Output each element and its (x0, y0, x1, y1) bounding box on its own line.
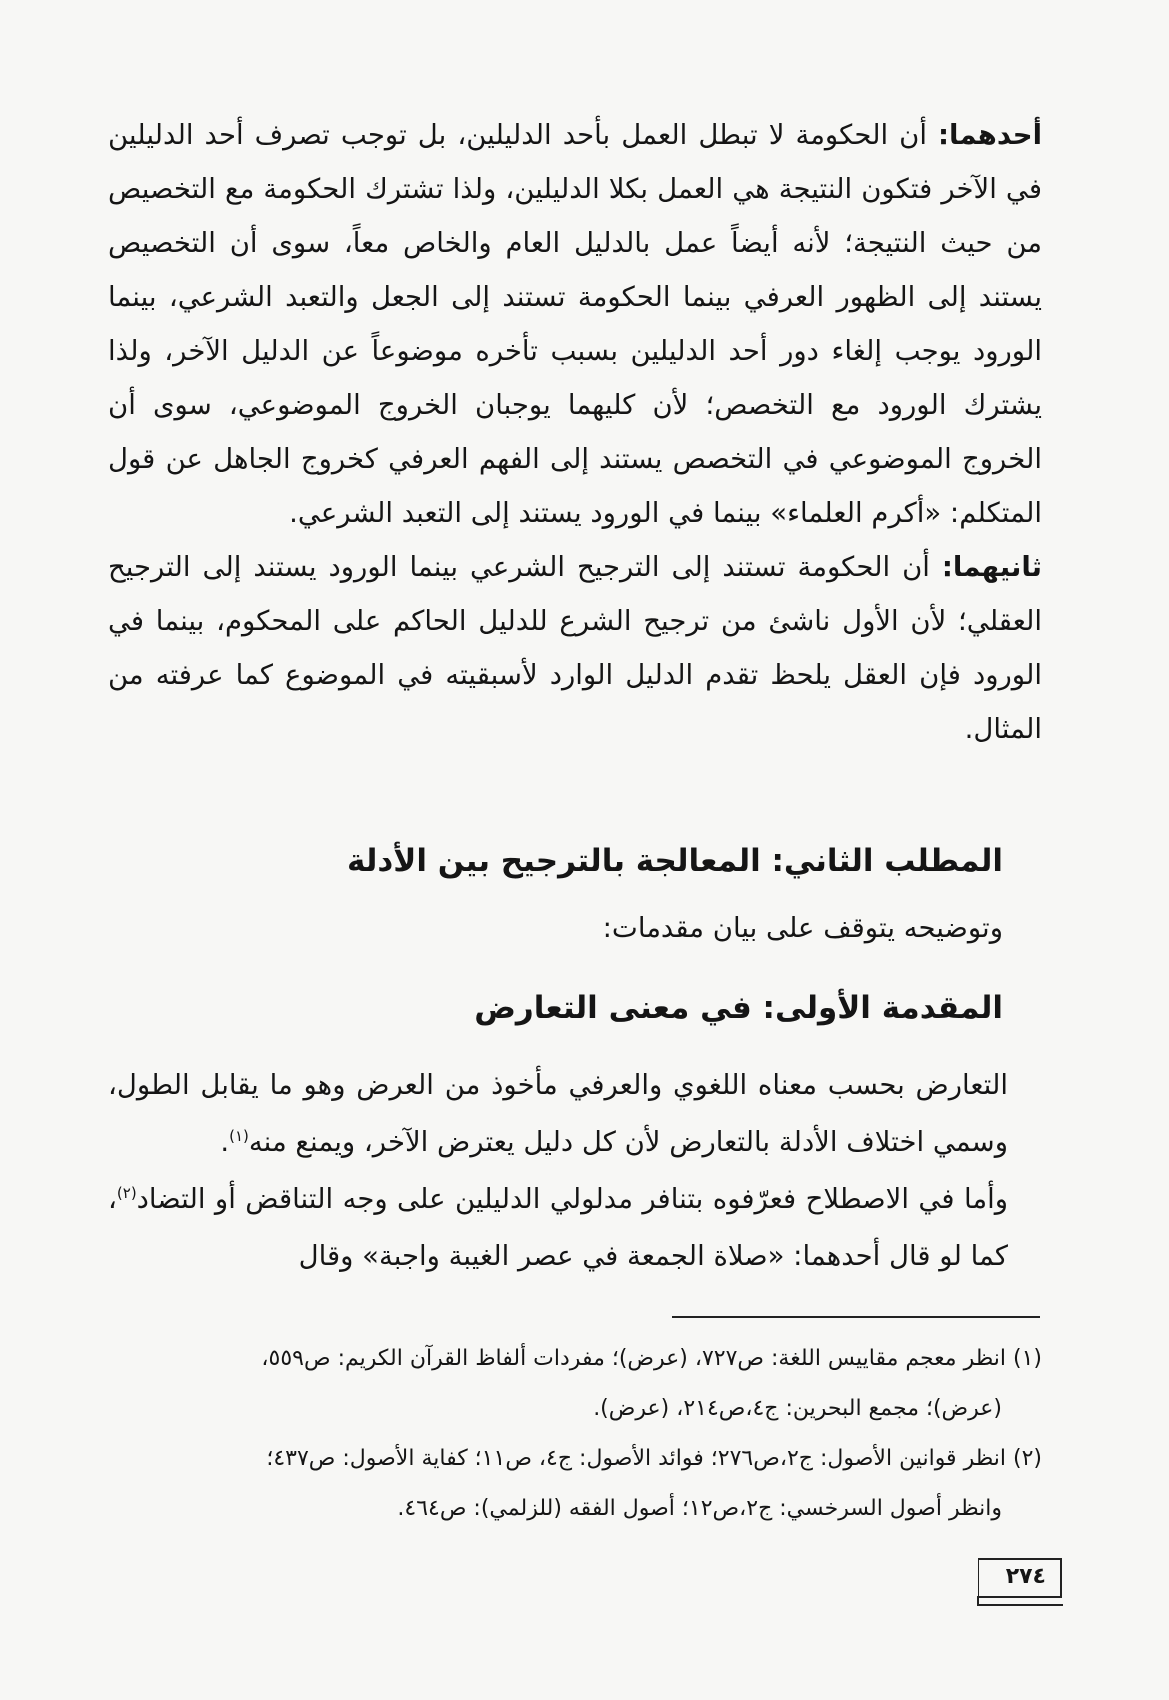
footnote-item: (٢) انظر قوانين الأصول: ج٢،ص٢٧٦؛ فوائد الأصول: ج٤، ص١١؛ كفاية الأصول: ص٤٣٧؛ (266, 1446, 1042, 1471)
footnote-continuation: وانظر أصول السرخسي: ج٢،ص١٢؛ أصول الفقه (للزلمي): ص٤٦٤. (397, 1496, 1002, 1521)
paragraph-text: التعارض بحسب معناه اللغوي والعرفي مأخوذ من العرض وهو ما يقابل الطول، وسمي اختلاف الأدلة بالتعارض لأن كل دليل يعترض الآخر، ويمنع منه (108, 1069, 1008, 1158)
footnote-marker[interactable]: (١) (229, 1126, 249, 1145)
page-number: ٢٧٤ (1005, 1564, 1046, 1589)
body-text-block-2 (108, 1057, 1008, 1285)
footnote-item: (١) انظر معجم مقاييس اللغة: ص٧٢٧، (عرض)؛ مفردات ألفاظ القرآن الكريم: ص٥٥٩، (261, 1346, 1042, 1371)
section-heading: المطلب الثاني: المعالجة بالترجيح بين الأدلة (346, 843, 1003, 879)
subsection-heading: المقدمة الأولى: في معنى التعارض (474, 990, 1003, 1026)
paragraph-third (108, 1057, 1008, 1171)
paragraph-text: أن الحكومة لا تبطل العمل بأحد الدليلين، بل توجب تصرف أحد الدليلين في الآخر فتكون النتيجة هي العمل بكلا الدليلين، ولذا تشترك الحكومة مع التخصيص من حيث النتيجة؛ لأنه أيضاً عمل بالدليل العام والخاص معاً، سوى أن التخصيص يستند إلى الظهور العرفي بينما الحكومة تستند إلى الجعل والتعبد الشرعي، بينما الورود يوجب إلغاء دور أحد الدليلين بسبب تأخره موضوعاً عن الدليل الآخر، ولذا يشترك الورود مع التخصص؛ لأن كليهما يوجبان الخروج الموضوعي، سوى أن الخروج الموضوعي في التخصص يستند إلى الفهم العرفي كخروج الجاهل عن قول المتكلم: «أكرم العلماء» بينما في الورود يستند إلى التعبد الشرعي. (108, 119, 1042, 529)
footnote-divider (672, 1316, 1040, 1318)
body-text-block (108, 108, 1042, 756)
paragraph-lead: أحدهما: (938, 119, 1042, 151)
paragraph-second (108, 540, 1042, 756)
page-number-frame (978, 1558, 1062, 1598)
footnote-marker[interactable]: (٢) (116, 1183, 137, 1202)
intro-line: وتوضيحه يتوقف على بيان مقدمات: (602, 912, 1003, 944)
paragraph-first (108, 108, 1042, 540)
footnote-continuation: (عرض)؛ مجمع البحرين: ج٤،ص٢١٤، (عرض). (593, 1396, 1002, 1421)
paragraph-fourth (108, 1171, 1008, 1285)
paragraph-text: وأما في الاصطلاح فعرّفوه بتنافر مدلولي الدليلين على وجه التناقض أو التضاد (136, 1183, 1008, 1215)
footnotes (108, 1334, 1042, 1534)
paragraph-text: أن الحكومة تستند إلى الترجيح الشرعي بينما الورود يستند إلى الترجيح العقلي؛ لأن الأول ناشئ من ترجيح الشرع للدليل الحاكم على المحكوم، بينما في الورود فإن العقل يلحظ تقدم الدليل الوارد لأسبقيته في الموضوع كما عرفته من المثال. (108, 551, 1042, 745)
paragraph-lead: ثانيهما: (941, 551, 1042, 583)
paragraph-rest: ، كما لو قال أحدهما: «صلاة الجمعة في عصر الغيبة واجبة» وقال (108, 1183, 1008, 1272)
paragraph-end: . (220, 1126, 230, 1158)
